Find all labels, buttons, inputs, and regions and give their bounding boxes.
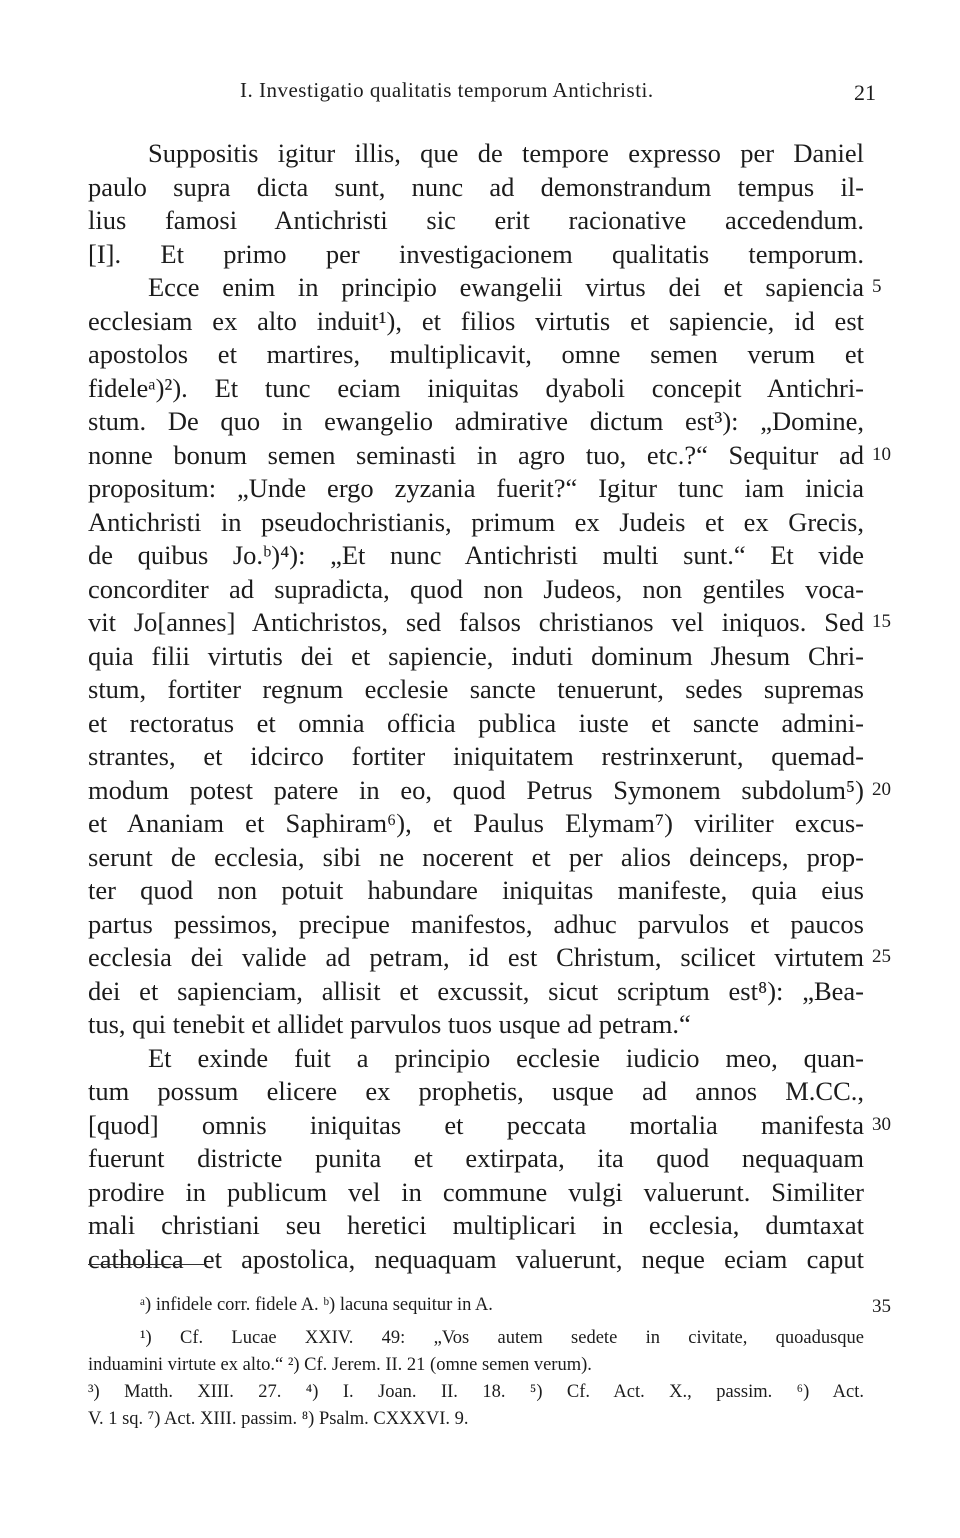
text-line: tus, qui tenebit et allidet parvulos tuos usque ad petram.“ xyxy=(88,1009,691,1039)
text-line: ter quod non potuit habundare iniquitas manifeste, quia eius xyxy=(88,875,864,905)
text-line: fuerunt districte punita et extirpata, ita quod nequaquam xyxy=(88,1143,864,1173)
text-line: [quod] omnis iniquitas et peccata mortalia manifesta xyxy=(88,1110,864,1140)
text-line: Et exinde fuit a principio ecclesie iudicio meo, quan- xyxy=(148,1043,864,1073)
text-line: concorditer ad supradicta, quod non Judeos, non gentiles voca- xyxy=(88,574,864,604)
line-number: 35 xyxy=(872,1296,891,1317)
line-number: 25 xyxy=(872,946,891,967)
text-line: partus pessimos, precipue manifestos, adhuc parvulos et paucos xyxy=(88,909,864,939)
text-line: de quibus Jo.ᵇ)⁴): „Et nunc Antichristi multi sunt.“ Et vide xyxy=(88,540,864,570)
text-line: tum possum elicere ex prophetis, usque ad annos M.CC., xyxy=(88,1076,864,1106)
text-line: Ecce enim in principio ewangelii virtus dei et sapiencia xyxy=(148,272,864,302)
text-line: et Ananiam et Saphiram⁶), et Paulus Elymam⁷) viriliter excus- xyxy=(88,808,864,838)
footnote-line: V. 1 sq. ⁷) Act. XIII. passim. ⁸) Psalm. CXXXVI. 9. xyxy=(88,1409,469,1429)
line-number: 5 xyxy=(872,276,882,297)
running-title: I. Investigatio qualitatis temporum Antichristi. xyxy=(240,78,654,102)
text-line: lius famosi Antichristi sic erit racionative accedendum. xyxy=(88,205,864,235)
footnote-line: induamini virtute ex alto.“ ²) Cf. Jerem. II. 21 (omne semen verum). xyxy=(88,1355,592,1375)
text-line: [I]. Et primo per investigacionem qualitatis temporum. xyxy=(88,239,864,269)
text-line: mali christiani seu heretici multiplicari in ecclesia, dumtaxat xyxy=(88,1210,864,1240)
text-line: ecclesiam ex alto induit¹), et filios virtutis et sapiencie, id est xyxy=(88,306,864,336)
footnote-line: ¹) Cf. Lucae XXIV. 49: „Vos autem sedete in civitate, quoadusque xyxy=(140,1328,864,1348)
text-line: nonne bonum semen seminasti in agro tuo, etc.?“ Sequitur ad xyxy=(88,440,864,470)
page-header xyxy=(90,78,876,112)
text-line: catholica et apostolica, nequaquam valuerunt, neque eciam caput xyxy=(88,1244,864,1274)
line-number: 10 xyxy=(872,444,891,465)
text-line: Suppositis igitur illis, que de tempore expresso per Daniel xyxy=(148,138,864,168)
footnote-line: ᵃ) infidele corr. fidele A. ᵇ) lacuna sequitur in A. xyxy=(140,1295,493,1315)
text-line: dei et sapienciam, allisit et excussit, sicut scriptum est⁸): „Bea- xyxy=(88,976,864,1006)
text-line: strantes, et idcirco fortiter iniquitatem restrinxerunt, quemad- xyxy=(88,741,864,771)
text-line: serunt de ecclesia, sibi ne nocerent et per alios deinceps, prop- xyxy=(88,842,864,872)
text-line: stum, fortiter regnum ecclesie sancte tenuerunt, sedes supremas xyxy=(88,674,864,704)
text-line: fideleᵃ)²). Et tunc eciam iniquitas dyaboli concepit Antichri- xyxy=(88,373,864,403)
line-number: 20 xyxy=(872,779,891,800)
text-line: paulo supra dicta sunt, nunc ad demonstrandum tempus il- xyxy=(88,172,864,202)
page-number: 21 xyxy=(854,80,876,105)
line-number: 30 xyxy=(872,1114,891,1135)
text-line: quia filii virtutis dei et sapiencie, induti dominum Jhesum Chri- xyxy=(88,641,864,671)
text-line: apostolos et martires, multiplicavit, omne semen verum et xyxy=(88,339,864,369)
text-line: modum potest patere in eo, quod Petrus Symonem subdolum⁵) xyxy=(88,775,864,805)
footnote-divider xyxy=(88,1264,206,1265)
text-line: prodire in publicum vel in commune vulgi valuerunt. Similiter xyxy=(88,1177,864,1207)
line-number: 15 xyxy=(872,611,891,632)
footnote-line: ³) Matth. XIII. 27. ⁴) I. Joan. II. 18. ⁵) Cf. Act. X., passim. ⁶) Act. xyxy=(88,1382,864,1402)
text-line: stum. De quo in ewangelio admirative dictum est³): „Domine, xyxy=(88,406,864,436)
text-line: propositum: „Unde ergo zyzania fuerit?“ Igitur tunc iam inicia xyxy=(88,473,864,503)
text-line: et rectoratus et omnia officia publica iuste et sancte admini- xyxy=(88,708,864,738)
text-line: Antichristi in pseudochristianis, primum ex Judeis et ex Grecis, xyxy=(88,507,864,537)
text-line: ecclesia dei valide ad petram, id est Christum, scilicet virtutem xyxy=(88,942,864,972)
text-line: vit Jo[annes] Antichristos, sed falsos christianos vel iniquos. Sed xyxy=(88,607,864,637)
